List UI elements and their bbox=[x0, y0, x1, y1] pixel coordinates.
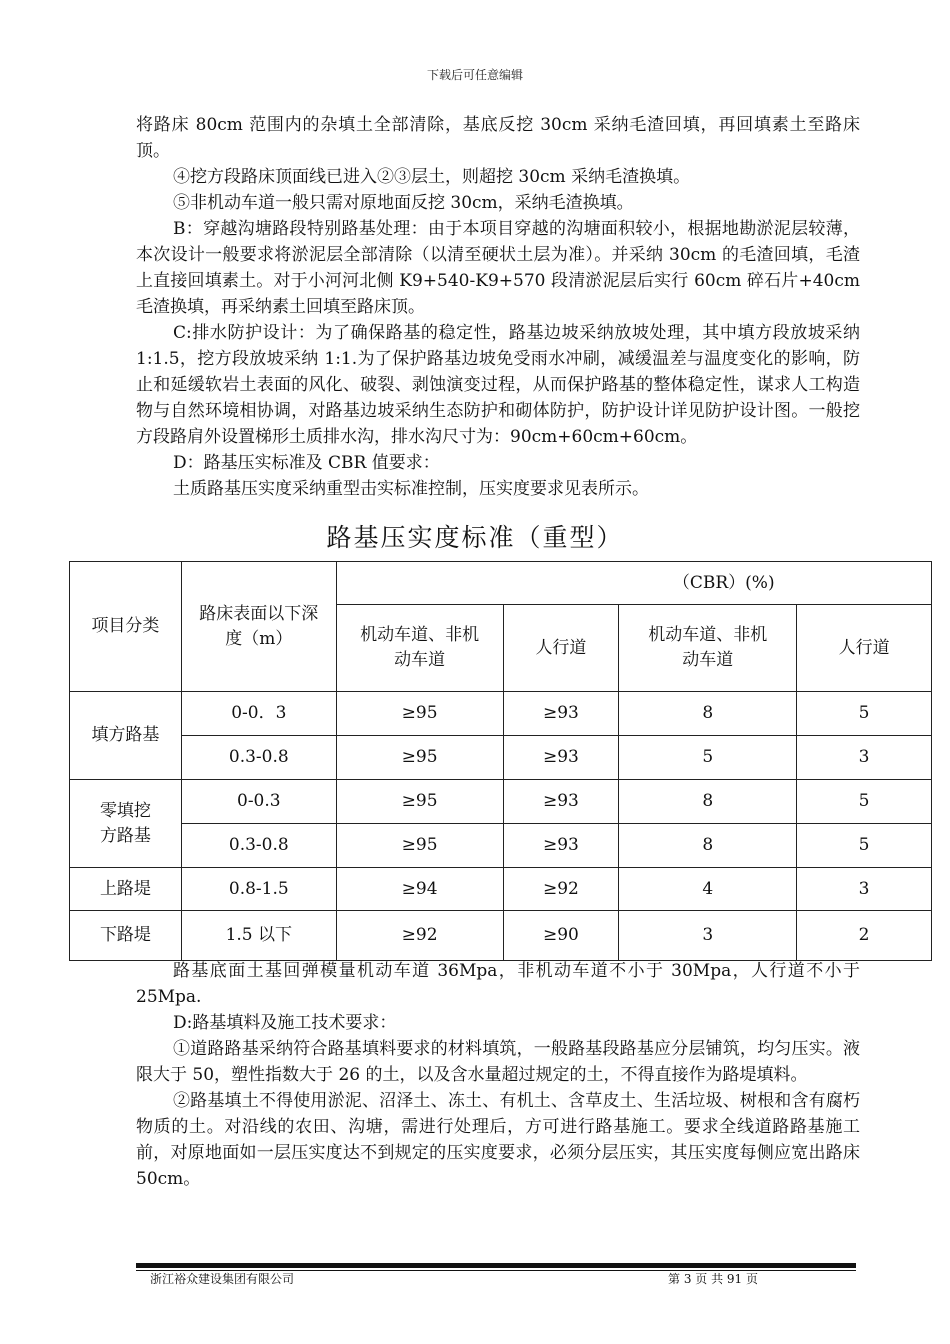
paragraph: 土质路基压实度采纳重型击实标准控制，压实度要求见表所示。 bbox=[173, 479, 649, 499]
cell-depth: 0.3-0.8 bbox=[181, 824, 336, 868]
cell-depth: 1.5 以下 bbox=[181, 911, 336, 961]
group-name: 零填挖方路基 bbox=[70, 780, 182, 868]
cell-cbr-motor: 4 bbox=[619, 868, 797, 911]
cell-cbr-sidewalk: 2 bbox=[797, 911, 932, 961]
header-cbr-group: （CBR）(%) bbox=[619, 562, 932, 605]
cell-compaction-sidewalk: ≥93 bbox=[503, 692, 619, 736]
cell-compaction-motor: ≥94 bbox=[336, 868, 503, 911]
cell-cbr-sidewalk: 3 bbox=[797, 736, 932, 780]
cell-cbr-sidewalk: 5 bbox=[797, 692, 932, 736]
cell-cbr-sidewalk: 5 bbox=[797, 780, 932, 824]
cell-cbr-motor: 3 bbox=[619, 911, 797, 961]
header-sidewalk: 人行道 bbox=[503, 605, 619, 692]
footer-page-number: 第 3 页 共 91 页 bbox=[668, 1272, 758, 1286]
body-text-top bbox=[136, 112, 860, 502]
cell-compaction-motor: ≥95 bbox=[336, 780, 503, 824]
paragraph: C:排水防护设计：为了确保路基的稳定性，路基边坡采纳放坡处理，其中填方段放坡采纳 1:1.5，挖方段放坡采纳 1:1.为了保护路基边坡免受雨水冲刷，减缓温差与温度变化的影响，防止和延缓软岩土表面的风化、破裂、剥蚀演变过程，从而保护路基的整体稳定性，谋求人工构造物与自然环境相协调，对路基边坡采纳生态防护和砌体防护，防护设计详见防护设计图。一般挖方段路肩外设置梯形土质排水沟，排水沟尺寸为：90cm+60cm+60cm。 bbox=[136, 323, 860, 447]
compaction-table bbox=[69, 561, 932, 961]
cell-cbr-sidewalk: 3 bbox=[797, 868, 932, 911]
cell-depth: 0.3-0.8 bbox=[181, 736, 336, 780]
cell-compaction-sidewalk: ≥93 bbox=[503, 736, 619, 780]
cell-compaction-motor: ≥92 bbox=[336, 911, 503, 961]
paragraph: 将路床 80cm 范围内的杂填土全部清除，基底反挖 30cm 采纳毛渣回填，再回填素土至路床顶。 bbox=[136, 115, 860, 161]
cell-compaction-sidewalk: ≥92 bbox=[503, 868, 619, 911]
body-text-bottom bbox=[136, 958, 860, 1192]
paragraph: ⑤非机动车道一般只需对原地面反挖 30cm，采纳毛渣换填。 bbox=[173, 193, 634, 213]
footer-rule bbox=[136, 1263, 856, 1268]
paragraph: ②路基填土不得使用淤泥、沼泽土、冻土、有机土、含草皮土、生活垃圾、树根和含有腐朽物质的土。对沿线的农田、沟塘，需进行处理后，方可进行路基施工。要求全线道路路基施工前，对原地面如一层压实度达不到规定的压实度要求，必须分层压实，其压实度每侧应宽出路床 50cm。 bbox=[136, 1091, 860, 1189]
group-name: 下路堤 bbox=[70, 911, 182, 961]
table-title: 路基压实度标准（重型） bbox=[326, 523, 624, 552]
cell-cbr-sidewalk: 5 bbox=[797, 824, 932, 868]
cell-depth: 0-0．3 bbox=[181, 692, 336, 736]
paragraph: ④挖方段路床顶面线已进入②③层土，则超挖 30cm 采纳毛渣换填。 bbox=[173, 167, 691, 187]
paragraph: 路基底面土基回弹模量机动车道 36Mpa，非机动车道不小于 30Mpa，人行道不小于 25Mpa. bbox=[136, 961, 860, 1007]
cell-compaction-motor: ≥95 bbox=[336, 692, 503, 736]
cell-cbr-motor: 8 bbox=[619, 692, 797, 736]
cell-compaction-motor: ≥95 bbox=[336, 736, 503, 780]
paragraph: D：路基压实标准及 CBR 值要求： bbox=[173, 453, 440, 473]
paragraph: ①道路路基采纳符合路基填料要求的材料填筑，一般路基段路基应分层铺筑，均匀压实。液限大于 50，塑性指数大于 26 的土，以及含水量超过规定的土，不得直接作为路堤填料。 bbox=[136, 1039, 860, 1085]
cell-depth: 0-0.3 bbox=[181, 780, 336, 824]
group-name: 填方路基 bbox=[70, 692, 182, 780]
header-cbr-motor: 机动车道、非机动车道 bbox=[619, 605, 797, 692]
header-motor: 机动车道、非机动车道 bbox=[336, 605, 503, 692]
paragraph: D:路基填料及施工技术要求： bbox=[173, 1013, 397, 1033]
cell-compaction-sidewalk: ≥93 bbox=[503, 780, 619, 824]
cell-depth: 0.8-1.5 bbox=[181, 868, 336, 911]
header-category: 项目分类 bbox=[70, 562, 182, 692]
header-depth: 路床表面以下深度（m） bbox=[181, 562, 336, 692]
footer-company: 浙江裕众建设集团有限公司 bbox=[150, 1272, 295, 1286]
cell-cbr-motor: 5 bbox=[619, 736, 797, 780]
header-compaction-group bbox=[336, 562, 619, 605]
cell-cbr-motor: 8 bbox=[619, 824, 797, 868]
cell-compaction-sidewalk: ≥93 bbox=[503, 824, 619, 868]
header-cbr-sidewalk: 人行道 bbox=[797, 605, 932, 692]
paragraph: B：穿越沟塘路段特别路基处理：由于本项目穿越的沟塘面积较小，根据地勘淤泥层较薄，本次设计一般要求将淤泥层全部清除（以清至硬状土层为准）。并采纳 30cm 的毛渣回填，毛渣上直接回填素土。对于小河河北侧 K9+540-K9+570 段清淤泥层后实行 60cm 碎石片+40cm 毛渣换填，再采纳素土回填至路床顶。 bbox=[136, 219, 860, 317]
group-name: 上路堤 bbox=[70, 868, 182, 911]
header-note: 下载后可任意编辑 bbox=[426, 68, 523, 82]
cell-cbr-motor: 8 bbox=[619, 780, 797, 824]
cell-compaction-motor: ≥95 bbox=[336, 824, 503, 868]
cell-compaction-sidewalk: ≥90 bbox=[503, 911, 619, 961]
